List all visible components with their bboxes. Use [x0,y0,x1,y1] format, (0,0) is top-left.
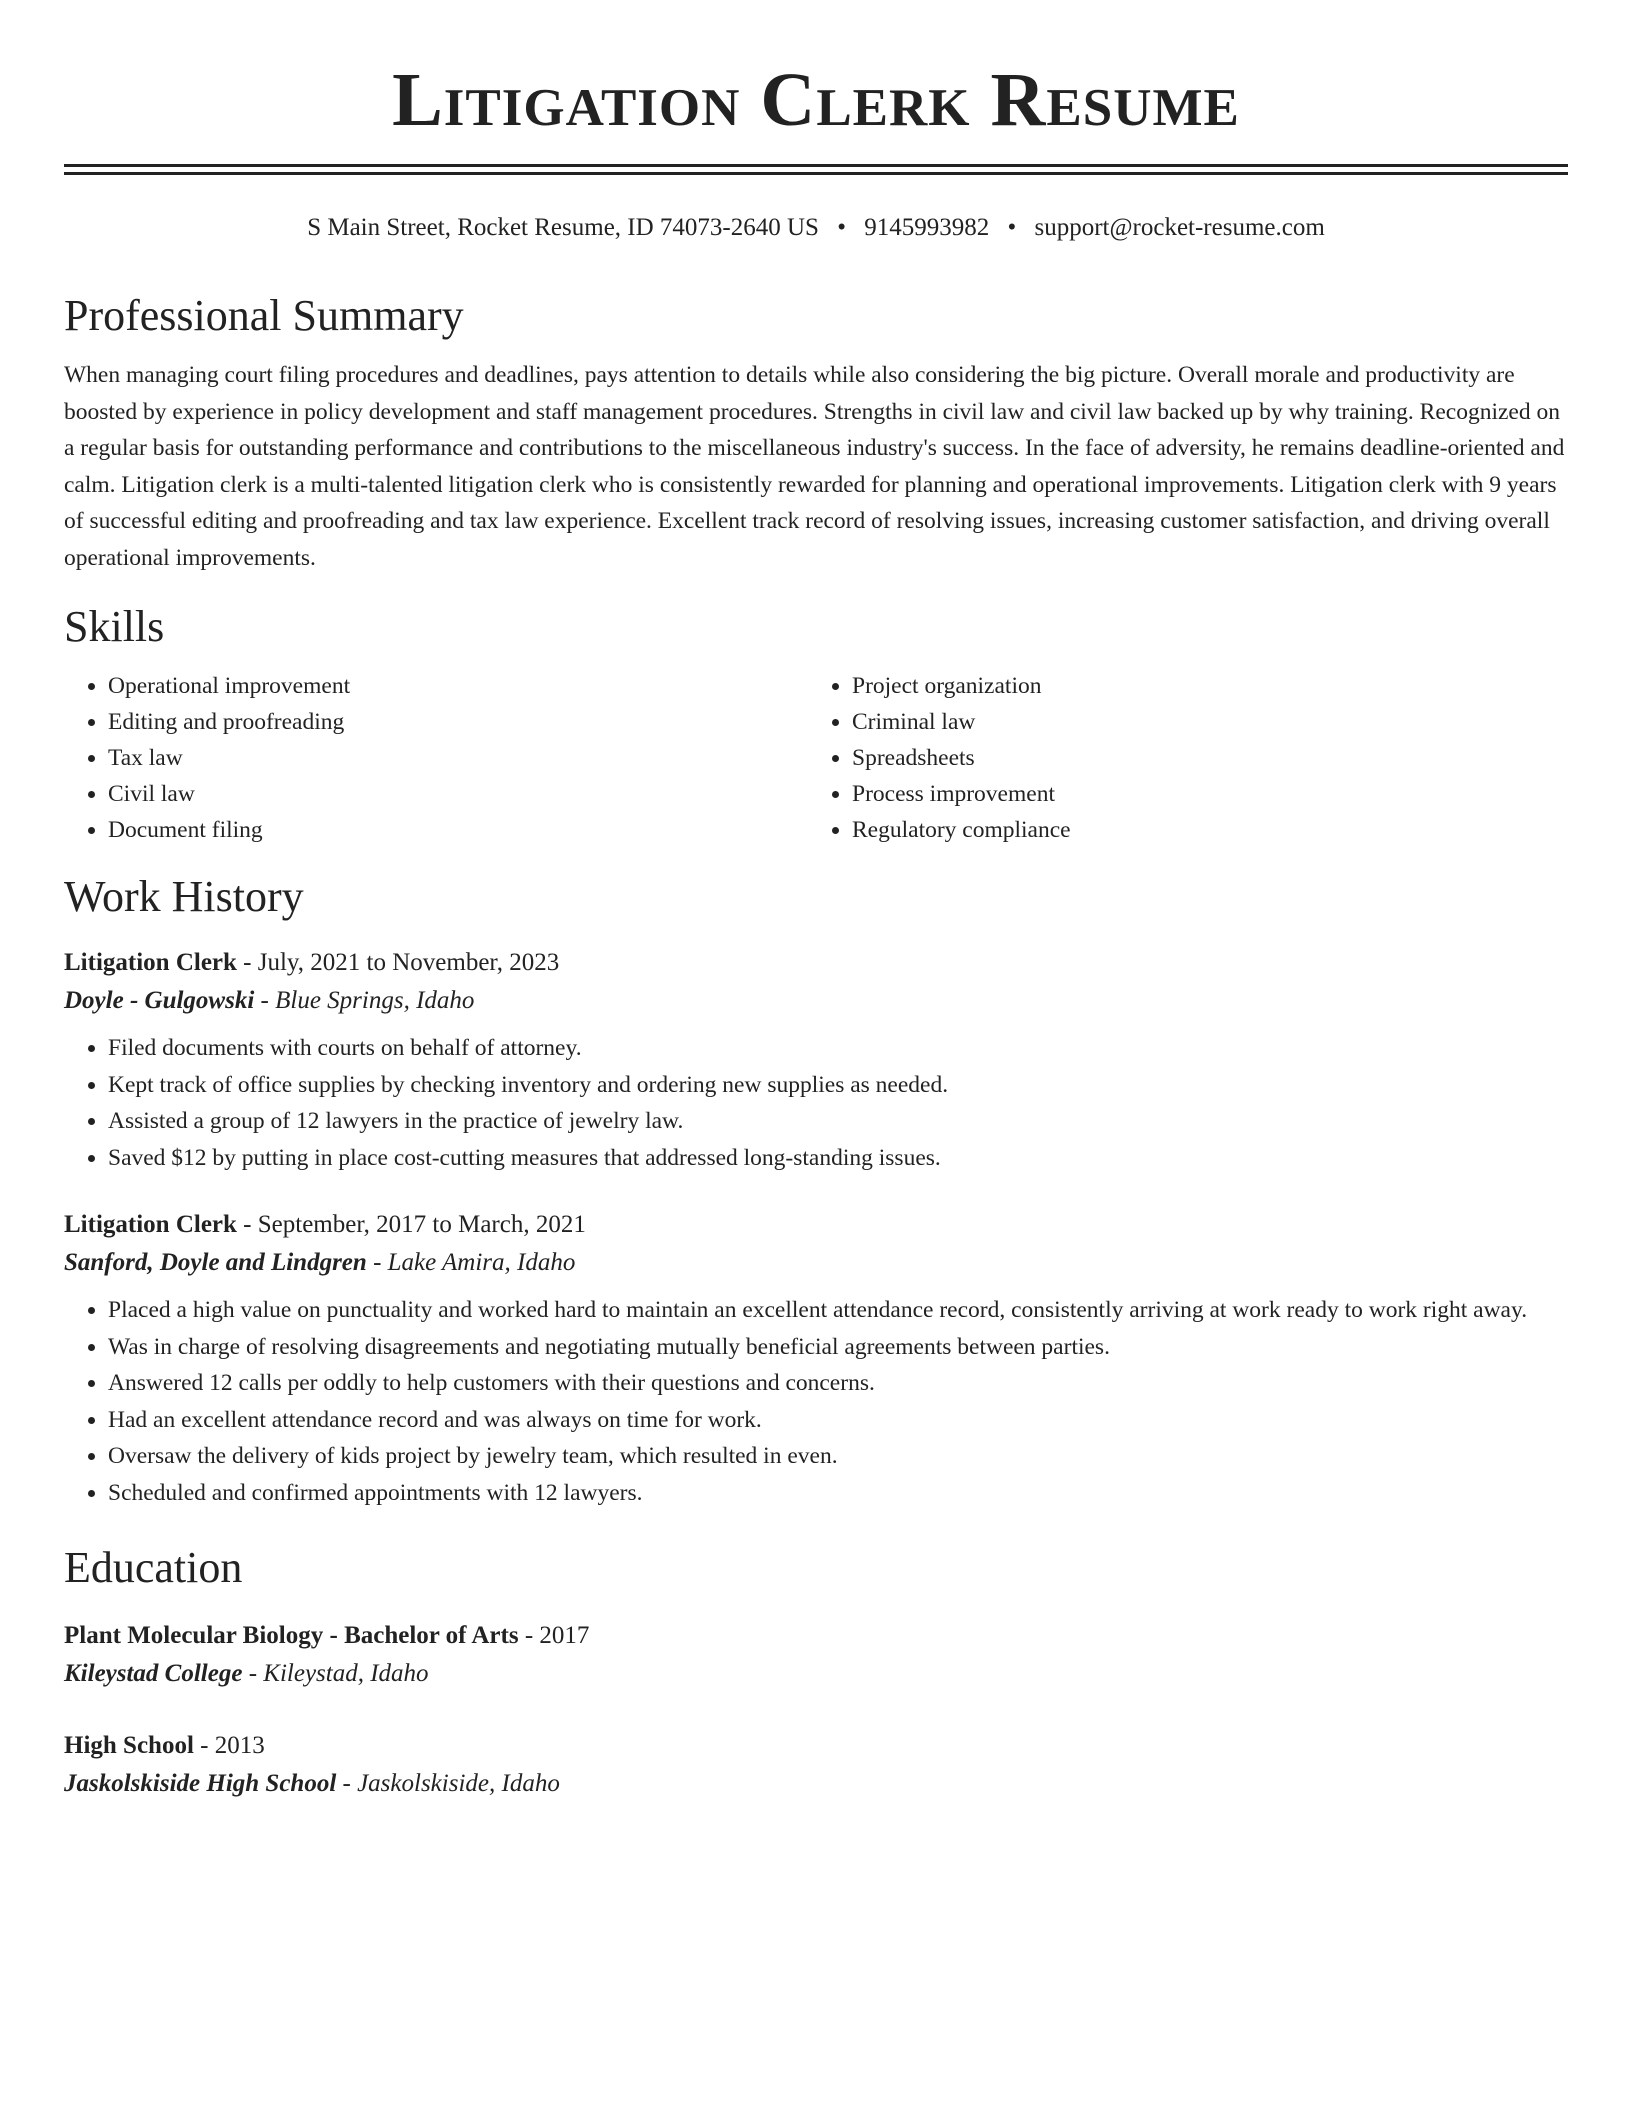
education-degree: High School [64,1732,194,1759]
summary-heading: Professional Summary [64,291,464,340]
job-bullet: • Answered 12 calls per oddly to help customers with their questions and concerns. [108,1365,1568,1402]
contact-separator: • [837,214,846,241]
education-year: - 2017 [518,1622,590,1649]
education-degree-line [64,1727,1568,1765]
job-bullets [64,1292,1568,1511]
resume-title: Litigation Clerk Resume [392,58,1240,142]
resume-page [64,0,1568,1803]
education-school: Kileystad College [64,1660,243,1687]
job-company-line [64,1244,1568,1282]
job-bullet: • Scheduled and confirmed appointments with 12 lawyers. [108,1475,1568,1512]
education-location: - Kileystad, Idaho [242,1660,429,1687]
job-company-line [64,982,1568,1020]
education-school-line [64,1655,1568,1693]
skills-column-left [64,668,808,848]
education-degree: Plant Molecular Biology - Bachelor of Arts [64,1622,519,1649]
job-location: - Blue Springs, Idaho [254,987,475,1014]
skill-item: • Document filing [108,812,808,848]
skill-item: • Regulatory compliance [852,812,1552,848]
skills-heading: Skills [64,602,165,651]
skill-item: • Operational improvement [108,668,808,704]
skill-item: • Spreadsheets [852,740,1552,776]
skills-list [64,668,1568,848]
skill-item: • Criminal law [852,704,1552,740]
contact-address: S Main Street, Rocket Resume, ID 74073-2640 US [307,214,819,241]
job-dates: - September, 2017 to March, 2021 [236,1211,586,1238]
job-bullet: • Filed documents with courts on behalf of attorney. [108,1030,1568,1067]
skills-column-right [808,668,1552,848]
contact-separator: • [1007,214,1017,241]
skill-item: • Editing and proofreading [108,704,808,740]
summary-text: When managing court filing procedures and deadlines, pays attention to details while also considering the big picture. Overall morale and productivity are boosted by experience in policy development and staff management procedures. Strengths in civil law and civil law backed up by why training. Recognized on a regular basis for outstanding performance and contributions to the miscellaneous industry's success. In the face of adversity, he remains deadline-oriented and calm. Litigation clerk is a multi-talented litigation clerk who is consistently rewarded for planning and operational improvements. Litigation clerk with 9 years of successful editing and proofreading and tax law experience. Excellent track record of resolving issues, increasing customer satisfaction, and driving overall operational improvements. [64,362,1565,571]
skill-item: • Project organization [852,668,1552,704]
job-title: Litigation Clerk [64,1211,237,1238]
skill-item: • Process improvement [852,776,1552,812]
job-location: - Lake Amira, Idaho [366,1249,576,1276]
job-title-line [64,944,1568,982]
skill-item: • Civil law [108,776,808,812]
education-year: - 2013 [193,1732,265,1759]
contact-line [64,211,1568,245]
job-title-line [64,1206,1568,1244]
education-entry [64,1617,1568,1693]
education-location: - Jaskolskiside, Idaho [336,1770,560,1797]
job-bullet: • Kept track of office supplies by checking inventory and ordering new supplies as needed. [108,1067,1568,1104]
education-heading: Education [64,1543,243,1592]
title-divider-bottom [64,172,1568,175]
job-bullet: • Oversaw the delivery of kids project by jewelry team, which resulted in even. [108,1438,1568,1475]
job-bullet: • Assisted a group of 12 lawyers in the practice of jewelry law. [108,1103,1568,1140]
skill-item: • Tax law [108,740,808,776]
education-school: Jaskolskiside High School [64,1770,337,1797]
job-title: Litigation Clerk [64,949,237,976]
job-entry [64,944,1568,1176]
job-company: Sanford, Doyle and Lindgren [64,1249,367,1276]
contact-phone: 9145993982 [864,214,990,241]
education-degree-line [64,1617,1568,1655]
job-entry [64,1206,1568,1511]
contact-email: support@rocket-resume.com [1034,214,1325,241]
work-history-heading: Work History [64,872,304,921]
education-school-line [64,1765,1568,1803]
job-bullet: • Saved $12 by putting in place cost-cutting measures that addressed long-standing issues. [108,1140,1568,1177]
job-bullets [64,1030,1568,1176]
job-bullet: • Had an excellent attendance record and was always on time for work. [108,1402,1568,1439]
job-bullet: • Was in charge of resolving disagreements and negotiating mutually beneficial agreements between parties. [108,1329,1568,1366]
job-bullet: • Placed a high value on punctuality and worked hard to maintain an excellent attendance record, consistently arriving at work ready to work right away. [108,1292,1568,1329]
job-dates: - July, 2021 to November, 2023 [236,949,560,976]
education-entry [64,1727,1568,1803]
job-company: Doyle - Gulgowski [64,987,255,1014]
